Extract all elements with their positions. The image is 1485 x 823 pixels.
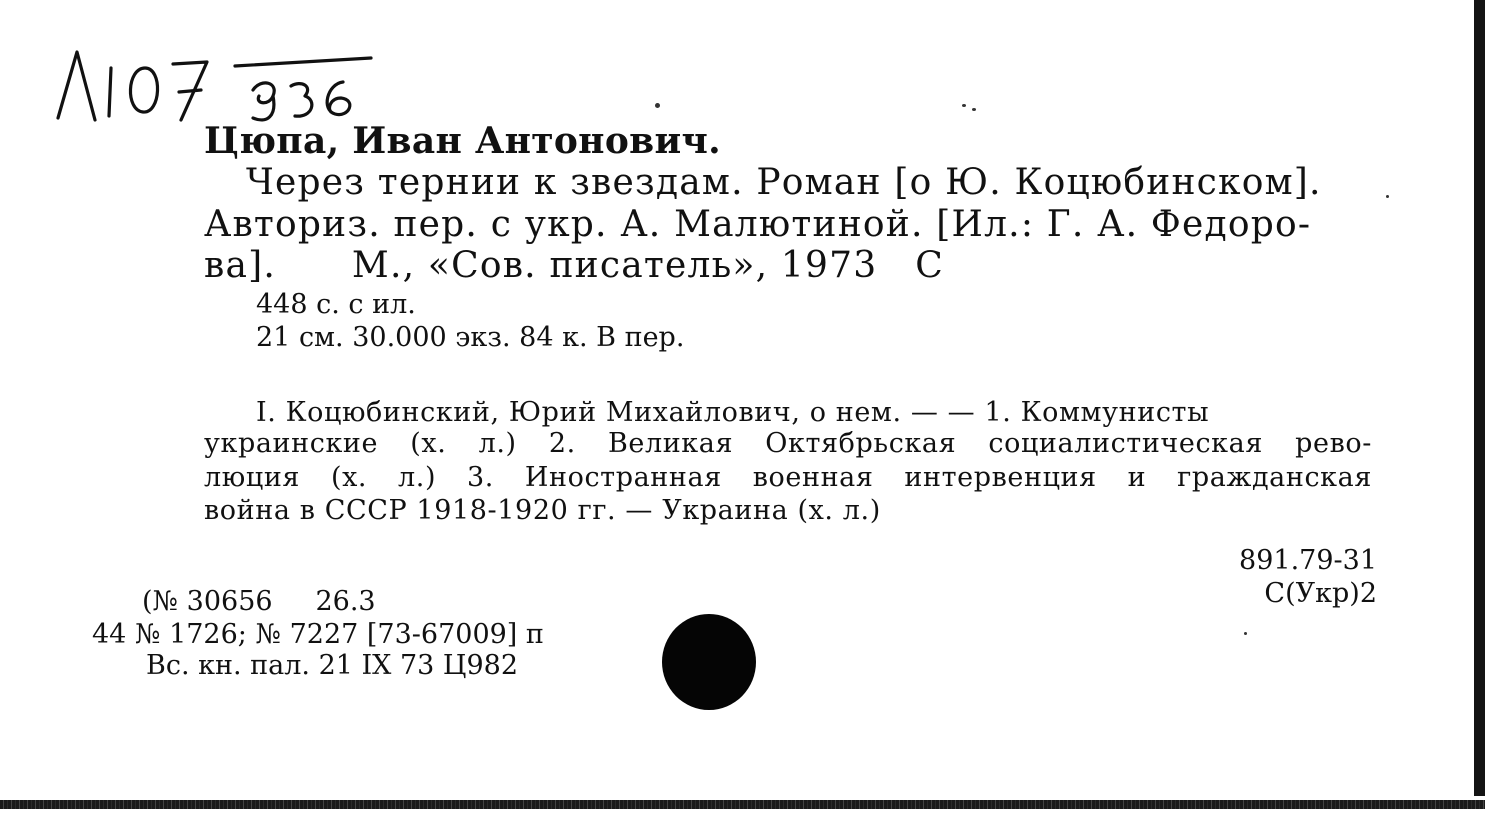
title-line-2: Авториз. пер. с укр. А. Малютиной. [Ил.: Г. А. Федоро-: [204, 204, 1312, 245]
punch-hole: [662, 614, 756, 710]
author-heading: Цюпа, Иван Антонович.: [204, 120, 721, 162]
scan-speck: [1244, 632, 1247, 635]
footer-line-3: Вс. кн. пал. 21 IX 73 Ц982: [146, 650, 519, 681]
title-line-3: ва]. М., «Сов. писатель», 1973 С: [204, 245, 944, 286]
scan-speck: [1386, 195, 1389, 198]
footer-line-2: 44 № 1726; № 7227 [73-67009] п: [92, 619, 544, 650]
handwritten-call-number: [55, 38, 375, 128]
subject-line-2: украинские (х. л.) 2. Великая Октябрьская социалистическая рево-: [204, 428, 1372, 459]
subject-line-1: I. Коцюбинский, Юрий Михайлович, о нем. — — 1. Коммунисты: [256, 397, 1210, 428]
card-bottom-edge: [0, 796, 1485, 823]
classification-index: 891.79-31: [1239, 545, 1377, 576]
scan-speck: [972, 108, 976, 111]
footer-line-1: (№ 30656 26.3: [142, 586, 376, 617]
subject-line-3: люция (х. л.) 3. Иностранная военная интервенция и гражданская: [204, 462, 1372, 493]
physical-description: 21 см. 30.000 экз. 84 к. В пер.: [256, 322, 685, 353]
page-count: 448 с. с ил.: [256, 289, 416, 320]
svg-text:Λ107: Λ107: [55, 38, 58, 39]
card-edge-shadow: [1474, 0, 1485, 823]
classification-code: С(Укр)2: [1264, 578, 1377, 609]
title-line-1: Через тернии к звездам. Роман [о Ю. Коцюбинском].: [246, 162, 1322, 203]
scan-speck: [962, 104, 966, 107]
scan-speck: [655, 103, 660, 108]
subject-line-4: война в СССР 1918-1920 гг. — Украина (х. л.): [204, 495, 881, 526]
